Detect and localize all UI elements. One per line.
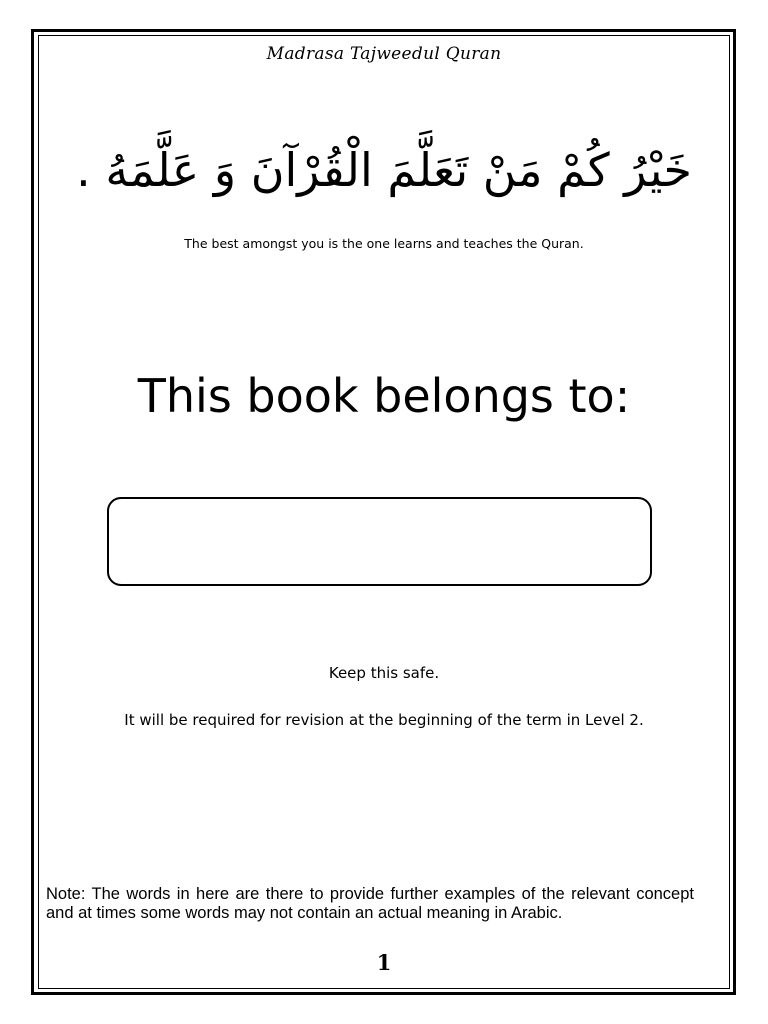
header-title: Madrasa Tajweedul Quran [266, 44, 502, 64]
hadith-arabic: خَيْرُ كُمْ مَنْ تَعَلَّمَ الْقُرْآنَ وَ عَلَّمَهُ . [76, 143, 692, 197]
owner-name-box[interactable] [107, 497, 652, 586]
note-text: Note: The words in here are there to provide further examples of the relevant concept and at times some words may not contain an actual meaning in Arabic. [46, 885, 694, 922]
hadith-translation: The best amongst you is the one learns and teaches the Quran. [184, 236, 584, 251]
revision-required-text: It will be required for revision at the beginning of the term in Level 2. [124, 711, 644, 729]
belongs-to-heading: This book belongs to: [137, 369, 631, 423]
keep-safe-text: Keep this safe. [328, 664, 440, 682]
page-number: 1 [376, 950, 392, 975]
